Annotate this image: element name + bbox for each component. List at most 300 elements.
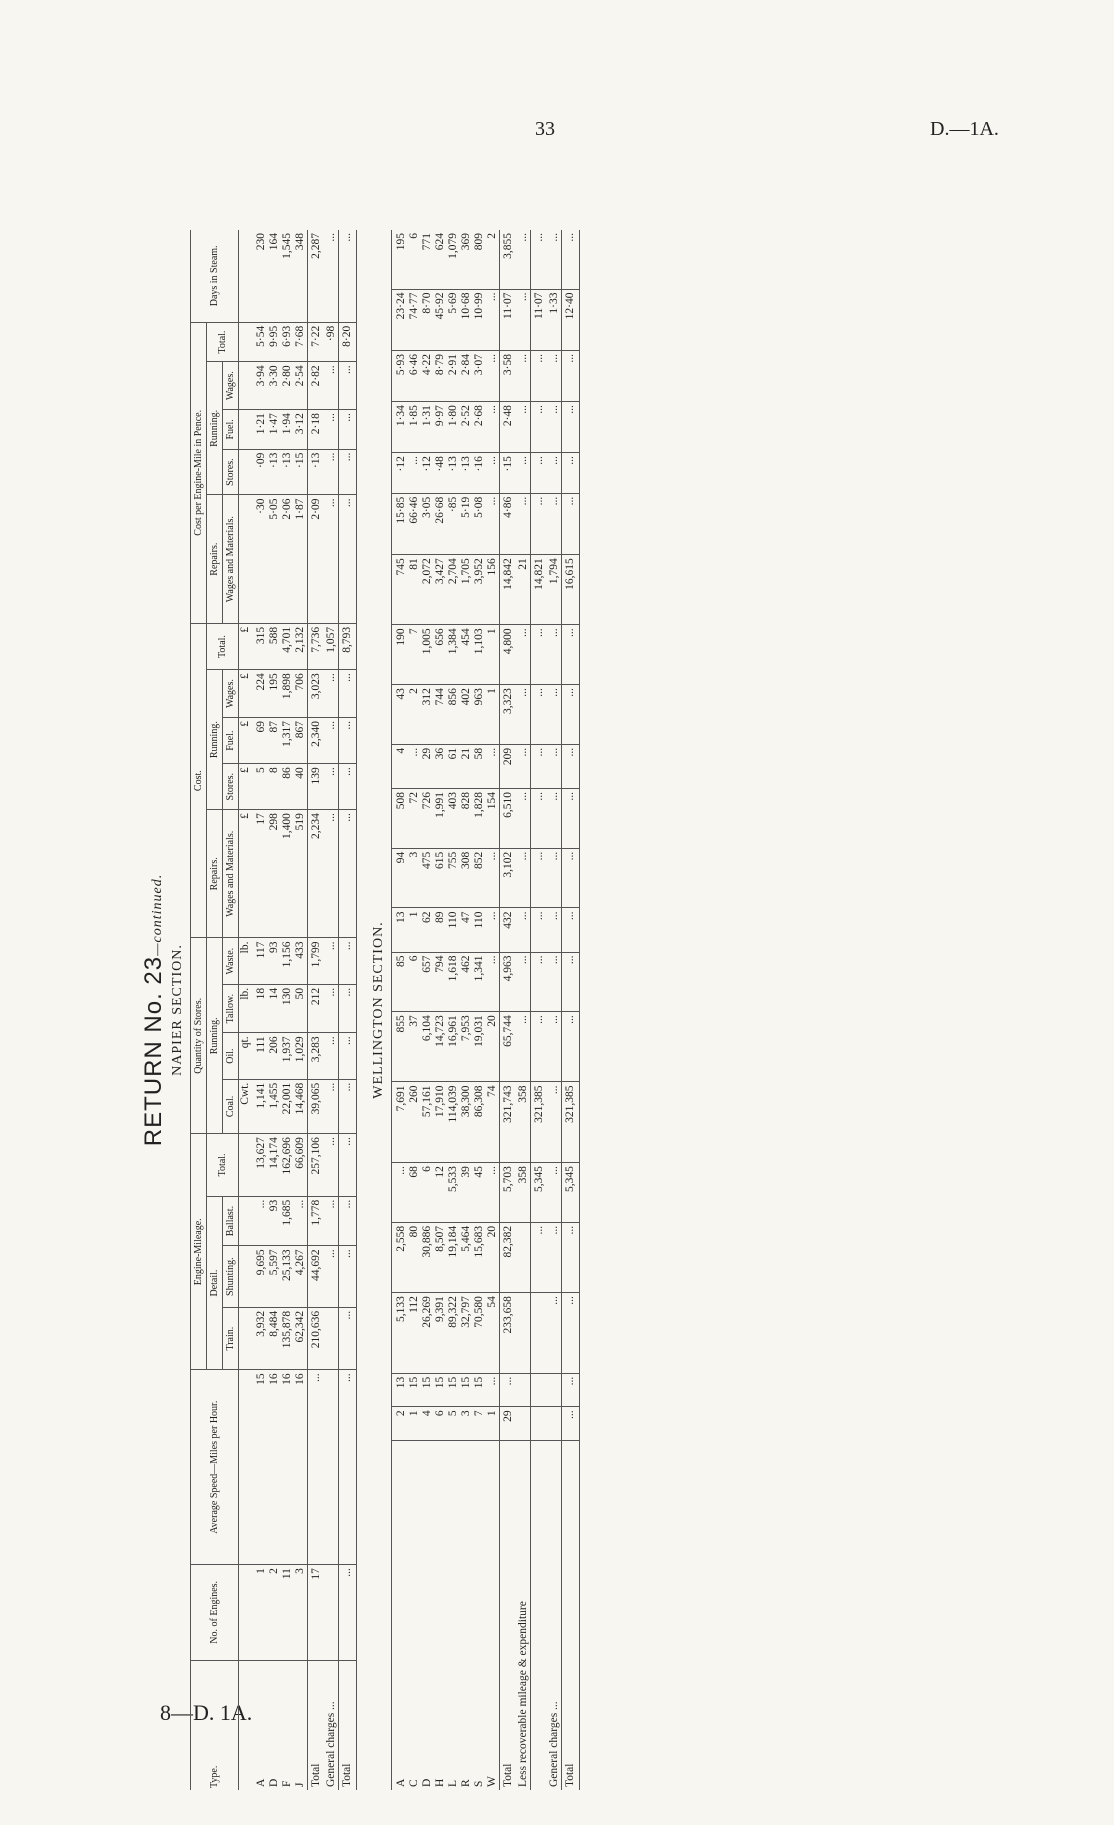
table-cell: 475 [421, 848, 434, 908]
unit-cell: £ [239, 810, 253, 938]
table-cell: 16,961 [447, 1012, 460, 1082]
table-row [408, 230, 421, 1790]
table-cell: 8·79 [434, 351, 447, 402]
table-cell: 25,133 [281, 1246, 294, 1307]
table-cell: 5,133 [392, 1293, 409, 1374]
unit-cell [239, 449, 253, 495]
table-cell: ... [486, 1373, 500, 1407]
table-cell: ... [339, 230, 357, 322]
table-cell: ... [486, 908, 500, 952]
table-cell: 112 [408, 1293, 421, 1374]
table-cell: 5·08 [473, 493, 486, 555]
napier-table [190, 230, 357, 1790]
table-cell: 111 [252, 1033, 268, 1079]
table-cell: 10·99 [473, 289, 486, 351]
table-cell: 20 [486, 1012, 500, 1082]
table-cell: 15 [421, 1373, 434, 1407]
table-cell [531, 1407, 549, 1441]
table-cell: 4 [392, 744, 409, 788]
table-cell: 9·95 [268, 322, 281, 362]
table-cell: 8·70 [421, 289, 434, 351]
table-cell: 1,778 [308, 1196, 326, 1246]
table-cell: R [460, 1779, 472, 1787]
table-cell: 14,468 [294, 1079, 308, 1133]
table-cell: ·13 [447, 453, 460, 494]
table-cell: 8·20 [339, 322, 357, 362]
table-cell [325, 1370, 339, 1565]
table-cell: ... [562, 1012, 580, 1082]
table-cell: 1,898 [281, 670, 294, 718]
table-cell: 4·22 [421, 351, 434, 402]
table-cell: 206 [268, 1033, 281, 1079]
table-cell: 1,400 [281, 810, 294, 938]
table-cell: 224 [252, 670, 268, 718]
table-cell: 624 [434, 230, 447, 289]
table-cell: ... [562, 685, 580, 745]
table-cell: 3·05 [421, 493, 434, 555]
table-cell: 2·68 [473, 402, 486, 453]
table-cell: 3,427 [434, 555, 447, 625]
table-cell: 210,636 [308, 1307, 326, 1370]
table-cell: 2·54 [294, 362, 308, 410]
table-cell: 62 [421, 908, 434, 952]
table-cell: 85 [392, 952, 409, 1012]
table-cell: 15,683 [473, 1222, 486, 1292]
table-cell: 12 [434, 1163, 447, 1223]
unit-cell: lb. [239, 938, 253, 984]
table-cell: 963 [473, 685, 486, 745]
table-cell: 130 [281, 984, 294, 1033]
table-cell: 855 [392, 1012, 409, 1082]
table-cell: 257,106 [308, 1134, 326, 1197]
table-cell: 18 [252, 984, 268, 1033]
table-cell: ... [548, 685, 562, 745]
table-cell: 657 [421, 952, 434, 1012]
table-cell: 20 [486, 1222, 500, 1292]
table-cell: 2,234 [308, 810, 326, 938]
table-cell: ... [531, 230, 549, 289]
table-cell: 110 [473, 908, 486, 952]
table-cell: 11·07 [531, 289, 549, 351]
table-cell: 156 [486, 555, 500, 625]
table-cell: 402 [460, 685, 473, 745]
table-cell: 5·54 [252, 322, 268, 362]
table-cell: 519 [294, 810, 308, 938]
table-cell: 369 [460, 230, 473, 289]
table-cell: 321,385 [531, 1082, 549, 1163]
table-cell: ·09 [252, 449, 268, 495]
table-cell: 66,609 [294, 1134, 308, 1197]
table-cell: 2·80 [281, 362, 294, 410]
table-cell: ... [325, 495, 339, 623]
table-cell: 14 [268, 984, 281, 1033]
table-cell: ... [486, 848, 500, 908]
table-row [281, 230, 294, 1790]
table-cell: 6 [434, 1407, 447, 1441]
table-cell: 3 [408, 848, 421, 908]
table-cell: ... [517, 788, 531, 848]
table-cell: 2·06 [281, 495, 294, 623]
table-cell: 5 [447, 1407, 460, 1441]
table-cell: 74·77 [408, 289, 421, 351]
table-row [460, 230, 473, 1790]
table-cell: 321,743 [500, 1082, 518, 1163]
table-cell: 13 [392, 1373, 409, 1407]
table-row [308, 230, 326, 1790]
table-cell: 308 [460, 848, 473, 908]
table-cell: 13,627 [252, 1134, 268, 1197]
table-cell: 6·93 [281, 322, 294, 362]
table-cell: 3,932 [252, 1307, 268, 1370]
table-cell: ... [531, 351, 549, 402]
table-cell: 2,072 [421, 555, 434, 625]
table-cell: 29 [500, 1407, 518, 1441]
table-cell: D [421, 1778, 433, 1787]
table-cell: 72 [408, 788, 421, 848]
table-cell: 1 [486, 625, 500, 685]
table-cell: ... [339, 495, 357, 623]
unit-cell [239, 1196, 253, 1246]
table-cell: J [294, 1782, 306, 1787]
table-cell: ... [562, 952, 580, 1012]
unit-cell: lb. [239, 984, 253, 1033]
table-cell: 14,723 [434, 1012, 447, 1082]
table-cell: 2·84 [460, 351, 473, 402]
table-cell: ... [325, 1079, 339, 1133]
unit-cell [239, 1246, 253, 1307]
table-cell: 312 [421, 685, 434, 745]
table-cell: 110 [447, 908, 460, 952]
table-cell: 93 [268, 938, 281, 984]
table-cell: 58 [473, 744, 486, 788]
table-cell: 8,484 [268, 1307, 281, 1370]
table-cell [531, 1293, 549, 1374]
table-cell: 1·94 [281, 410, 294, 450]
table-cell: 50 [294, 984, 308, 1033]
table-cell: 154 [486, 788, 500, 848]
table-cell: Total [562, 1440, 580, 1790]
table-cell: ·16 [473, 453, 486, 494]
return-title: RETURN No. 23—continued. [140, 873, 167, 1147]
table-cell: 14,174 [268, 1134, 281, 1197]
table-cell: 5·05 [268, 495, 281, 623]
unit-cell [239, 410, 253, 450]
table-cell: 94 [392, 848, 409, 908]
col-pm-running: Running. [207, 362, 223, 495]
col-repairs: Repairs. [207, 810, 223, 938]
table-cell: 2,704 [447, 555, 460, 625]
table-cell: 1,937 [281, 1033, 294, 1079]
table-cell [517, 1373, 531, 1407]
table-cell: 5 [252, 764, 268, 810]
table-cell: 454 [460, 625, 473, 685]
table-cell: ... [325, 230, 339, 322]
col-stores-running: Running. [207, 938, 223, 1134]
table-cell: ·30 [252, 495, 268, 623]
table-cell: ... [325, 1033, 339, 1079]
table-cell: 117 [252, 938, 268, 984]
table-cell: H [434, 1778, 446, 1787]
table-cell: ... [500, 1373, 518, 1407]
table-cell: 15 [408, 1373, 421, 1407]
table-cell: 4,800 [500, 625, 518, 685]
table-cell: Total [500, 1440, 518, 1790]
table-cell: 3,283 [308, 1033, 326, 1079]
table-cell: S [473, 1780, 485, 1787]
table-cell: 45·92 [434, 289, 447, 351]
table-cell: 162,696 [281, 1134, 294, 1197]
table-cell: 403 [447, 788, 460, 848]
table-cell: 195 [268, 670, 281, 718]
table-cell: ... [531, 952, 549, 1012]
table-cell: 5,345 [531, 1163, 549, 1223]
table-cell: ... [339, 810, 357, 938]
table-cell: ... [339, 1196, 357, 1246]
table-cell: 68 [408, 1163, 421, 1223]
table-cell: 9,391 [434, 1293, 447, 1374]
col-ballast: Ballast. [223, 1196, 239, 1246]
table-cell: 315 [252, 623, 268, 669]
table-cell: 7·22 [308, 322, 326, 362]
table-cell: 8,507 [434, 1222, 447, 1292]
table-cell: ... [548, 744, 562, 788]
table-cell [531, 1373, 549, 1407]
col-avg-speed: Average Speed—Miles per Hour. [191, 1370, 239, 1565]
table-cell: ... [531, 402, 549, 453]
table-cell: 15 [447, 1373, 460, 1407]
table-cell: Less recoverable mileage & expenditure [517, 1601, 529, 1787]
table-cell: 86,308 [473, 1082, 486, 1163]
table-cell: 1,384 [447, 625, 460, 685]
table-cell: 5,703 [500, 1163, 518, 1223]
table-cell: 23·24 [392, 289, 409, 351]
table-cell: 867 [294, 717, 308, 763]
table-cell: 10·68 [460, 289, 473, 351]
document-reference: D.—1A. [930, 118, 999, 140]
table-cell: 794 [434, 952, 447, 1012]
table-cell: ... [325, 938, 339, 984]
table-cell [531, 1440, 549, 1790]
table-row [548, 230, 562, 1790]
table-cell: ... [548, 1293, 562, 1374]
table-cell: ... [548, 1163, 562, 1223]
table-cell: General charges ... [548, 1701, 560, 1787]
table-cell: 4,267 [294, 1246, 308, 1307]
table-cell: 89 [434, 908, 447, 952]
table-cell: ·15 [500, 453, 518, 494]
table-cell: ... [339, 1134, 357, 1197]
table-cell: 11·07 [500, 289, 518, 351]
table-cell: 2·18 [308, 410, 326, 450]
unit-cell [239, 495, 253, 623]
table-cell: 4 [421, 1407, 434, 1441]
table-cell: ... [517, 685, 531, 745]
table-cell: 66·46 [408, 493, 421, 555]
table-cell: ... [325, 670, 339, 718]
table-cell: ... [339, 410, 357, 450]
table-cell: 212 [308, 984, 326, 1033]
table-cell: F [281, 1780, 293, 1787]
table-cell: ... [531, 1222, 549, 1292]
table-cell: ... [517, 351, 531, 402]
table-cell: ·13 [308, 449, 326, 495]
table-cell: 2·52 [460, 402, 473, 453]
page-number: 33 [535, 118, 555, 140]
table-cell: 6,510 [500, 788, 518, 848]
table-cell: ... [325, 1196, 339, 1246]
table-cell: ... [486, 453, 500, 494]
table-cell: 321,385 [562, 1082, 580, 1163]
table-cell: ... [392, 1163, 409, 1223]
table-cell: 45 [473, 1163, 486, 1223]
table-cell: 1,079 [447, 230, 460, 289]
table-cell: 26,269 [421, 1293, 434, 1374]
col-cost-running: Running. [207, 670, 223, 810]
unit-cell: Cwt. [239, 1079, 253, 1133]
table-cell: 726 [421, 788, 434, 848]
col-waste: Waste. [223, 938, 239, 984]
table-cell: 164 [268, 230, 281, 322]
col-engine-mileage: Engine-Mileage. [191, 1134, 207, 1370]
table-cell: 1 [486, 1407, 500, 1441]
col-detail: Detail. [207, 1196, 223, 1370]
unit-cell [239, 1307, 253, 1370]
table-cell: 3,855 [500, 230, 518, 289]
col-pm-total: Total. [207, 322, 239, 362]
table-cell: Total [308, 1660, 326, 1790]
table-cell: 36 [434, 744, 447, 788]
table-cell: ... [562, 848, 580, 908]
table-cell: ... [408, 453, 421, 494]
table-cell: ... [486, 744, 500, 788]
table-cell: 5,464 [460, 1222, 473, 1292]
return-continued: —continued. [150, 873, 165, 956]
col-days-steam: Days in Steam. [191, 230, 239, 322]
table-cell: ·12 [392, 453, 409, 494]
table-cell: 656 [434, 625, 447, 685]
table-cell: 8 [268, 764, 281, 810]
col-no-engines: No. of Engines. [191, 1565, 239, 1661]
col-pm-repairs: Repairs. [207, 495, 223, 623]
table-cell: 1·34 [392, 402, 409, 453]
table-cell: ... [562, 744, 580, 788]
col-qty-stores: Quantity of Stores. [191, 938, 207, 1134]
table-cell: 7·68 [294, 322, 308, 362]
table-row [473, 230, 486, 1790]
table-cell: 348 [294, 230, 308, 322]
table-cell: 588 [268, 623, 281, 669]
table-cell: ... [548, 402, 562, 453]
col-pm-wages: Wages. [223, 362, 239, 410]
table-row [517, 230, 531, 1790]
table-cell: 3·30 [268, 362, 281, 410]
table-cell: 2·48 [500, 402, 518, 453]
table-cell: 16 [281, 1370, 294, 1565]
table-cell [548, 1407, 562, 1441]
table-cell: 29 [421, 744, 434, 788]
table-cell: 2,287 [308, 230, 326, 322]
table-cell: 1 [408, 1407, 421, 1441]
table-cell: 2·82 [308, 362, 326, 410]
unit-cell: £ [239, 623, 253, 669]
table-cell: 16,615 [562, 555, 580, 625]
table-cell: 9,695 [252, 1246, 268, 1307]
table-cell: W [486, 1776, 498, 1787]
table-cell: ... [517, 230, 531, 289]
table-cell: A [395, 1778, 407, 1787]
table-cell: ... [339, 938, 357, 984]
table-cell: ... [562, 493, 580, 555]
table-cell: ... [548, 351, 562, 402]
table-cell: General charges ... [325, 1701, 337, 1787]
table-cell: 32,797 [460, 1293, 473, 1374]
table-row [421, 230, 434, 1790]
table-cell: 86 [281, 764, 294, 810]
table-cell: 82,382 [500, 1222, 518, 1292]
table-cell: 14,821 [531, 555, 549, 625]
table-cell: 81 [408, 555, 421, 625]
table-cell: ... [562, 230, 580, 289]
table-cell: 47 [460, 908, 473, 952]
col-tallow: Tallow. [223, 984, 239, 1033]
table-cell: 17 [252, 810, 268, 938]
table-cell: 65,744 [500, 1012, 518, 1082]
table-cell: ·15 [294, 449, 308, 495]
footer-reference: 8—D. 1A. [160, 1700, 253, 1725]
table-cell: 38,300 [460, 1082, 473, 1163]
table-cell [325, 1307, 339, 1370]
table-cell: 508 [392, 788, 409, 848]
table-cell: 1,705 [460, 555, 473, 625]
table-cell: ... [339, 670, 357, 718]
table-cell [517, 1293, 531, 1374]
table-cell: 30,886 [421, 1222, 434, 1292]
table-cell: 462 [460, 952, 473, 1012]
table-cell: ... [562, 1407, 580, 1441]
table-row [562, 230, 580, 1790]
table-cell: ... [517, 848, 531, 908]
table-cell: 2·91 [447, 351, 460, 402]
table-cell: 74 [486, 1082, 500, 1163]
table-cell: A [255, 1778, 267, 1787]
table-cell: L [447, 1779, 459, 1787]
table-cell: 7 [408, 625, 421, 685]
unit-cell [239, 1134, 253, 1197]
table-cell: 6 [408, 230, 421, 289]
table-cell: ... [531, 908, 549, 952]
table-cell: 39 [460, 1163, 473, 1223]
table-cell: 3·58 [500, 351, 518, 402]
table-cell: 2 [268, 1565, 281, 1661]
wellington-section-title: WELLINGTON SECTION. [371, 921, 386, 1099]
table-cell: ... [517, 908, 531, 952]
table-row [531, 230, 549, 1790]
table-cell: 44,692 [308, 1246, 326, 1307]
table-cell: ... [325, 764, 339, 810]
table-cell: 1,029 [294, 1033, 308, 1079]
table-cell: 706 [294, 670, 308, 718]
table-cell: ... [517, 402, 531, 453]
table-cell [325, 1565, 339, 1661]
table-cell: 1 [252, 1565, 268, 1661]
unit-cell: £ [239, 670, 253, 718]
table-cell: 16 [294, 1370, 308, 1565]
table-cell: ... [325, 449, 339, 495]
table-cell: ·85 [447, 493, 460, 555]
table-cell: 1,799 [308, 938, 326, 984]
table-cell: ... [517, 1012, 531, 1082]
table-cell: ... [548, 230, 562, 289]
